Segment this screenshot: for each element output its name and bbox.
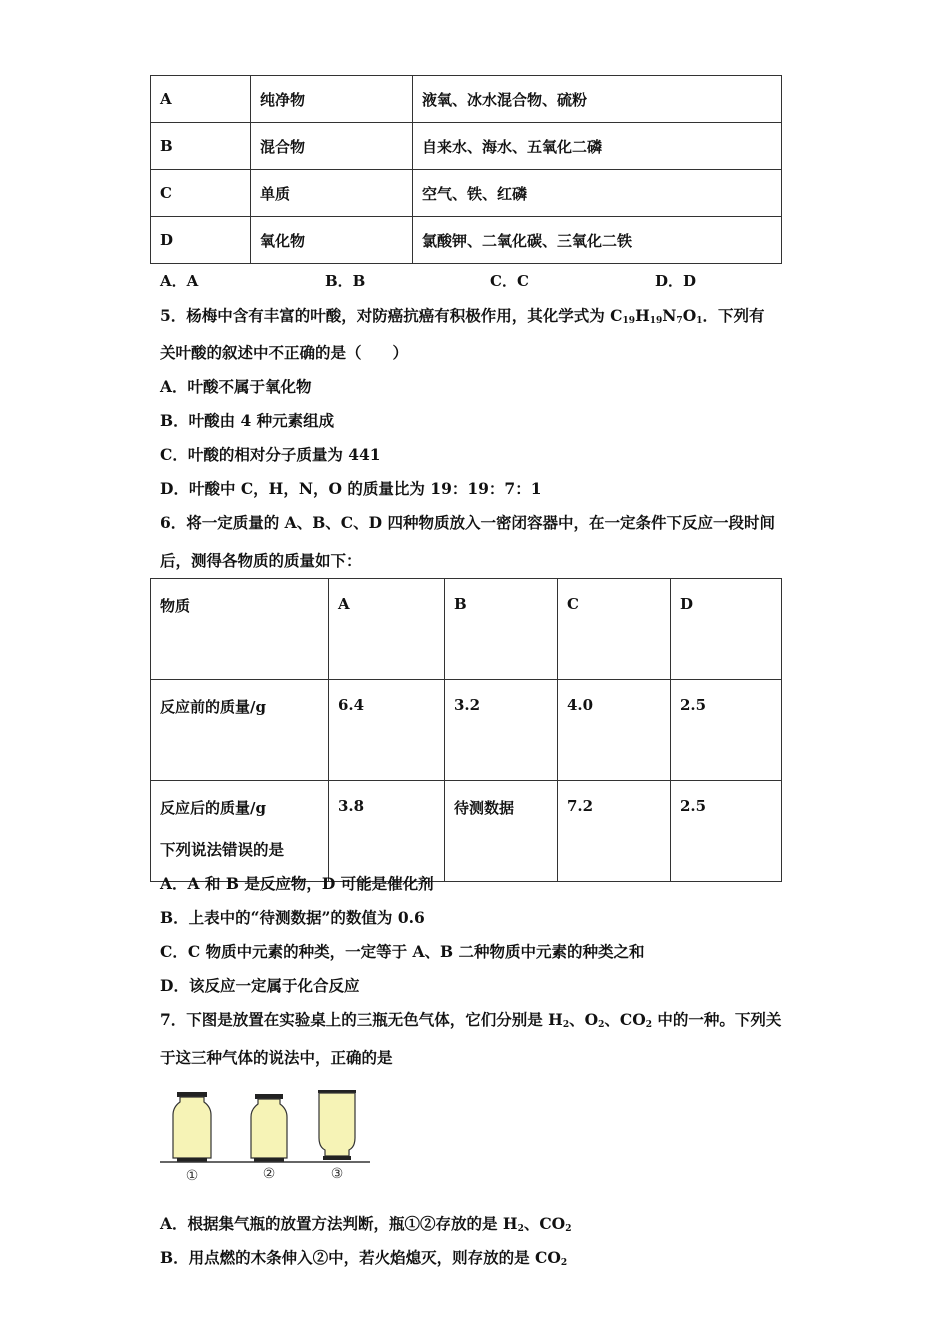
table-cell: 3.2 <box>445 680 558 781</box>
table-row <box>151 781 782 882</box>
q4-option-a[interactable]: A．A <box>160 272 199 290</box>
q5-option-a[interactable]: A．叶酸不属于氧化物 <box>160 377 312 396</box>
table-cell: A <box>151 76 251 123</box>
table-cell: D <box>671 579 782 680</box>
q6-option-b[interactable]: B．上表中的“待测数据”的数值为 0.6 <box>160 908 425 927</box>
table-cell: 待测数据 <box>445 781 558 882</box>
bottle-label-3: ③ <box>330 1166 344 1182</box>
q4-table <box>150 75 782 264</box>
q5-option-b[interactable]: B．叶酸由 4 种元素组成 <box>160 411 335 430</box>
q6-option-c[interactable]: C．C 物质中元素的种类，一定等于 A、B 二种物质中元素的种类之和 <box>160 942 645 961</box>
table-row <box>151 680 782 781</box>
table-cell: 空气、铁、红磷 <box>413 170 782 217</box>
bottle-3 <box>318 1090 356 1160</box>
q6-stem: 6．将一定质量的 A、B、C、D 四种物质放入一密闭容器中，在一定条件下反应一段时间 <box>160 513 775 532</box>
table-cell: C <box>151 170 251 217</box>
q5-option-d[interactable]: D．叶酸中 C，H，N，O 的质量比为 19：19：7：1 <box>160 479 542 498</box>
bottle-1 <box>173 1092 211 1162</box>
table-cell: A <box>329 579 445 680</box>
table-cell: 7.2 <box>558 781 671 882</box>
table-cell: C <box>558 579 671 680</box>
bottle-2 <box>251 1094 287 1162</box>
table-cell: 2.5 <box>671 781 782 882</box>
q4-option-d[interactable]: D．D <box>655 272 697 290</box>
table-row <box>151 123 782 170</box>
table-cell: 2.5 <box>671 680 782 781</box>
table-row <box>151 217 782 264</box>
table-cell: 反应后的质量/g <box>151 781 329 882</box>
q7-stem-line2: 于这三种气体的说法中，正确的是 <box>160 1048 393 1067</box>
table-cell: 混合物 <box>251 123 413 170</box>
table-cell: 反应前的质量/g <box>151 680 329 781</box>
table-row <box>151 579 782 680</box>
table-cell: B <box>151 123 251 170</box>
bottle-label-1: ① <box>185 1168 199 1184</box>
q4-option-b[interactable]: B．B <box>325 272 366 290</box>
q5-stem-line2: 关叶酸的叙述中不正确的是（ ） <box>160 343 409 362</box>
table-cell: D <box>151 217 251 264</box>
q6-stem-line2: 后，测得各物质的质量如下： <box>160 551 362 570</box>
table-cell: 氯酸钾、二氧化碳、三氧化二铁 <box>413 217 782 264</box>
table-cell: 3.8 <box>329 781 445 882</box>
q7-option-b[interactable]: B．用点燃的木条伸入②中，若火焰熄灭，则存放的是 $CO_2$ <box>160 1248 568 1268</box>
q4-option-c[interactable]: C．C <box>490 272 529 290</box>
gas-bottles-figure <box>155 1085 375 1185</box>
q6-question: 下列说法错误的是 <box>160 840 285 859</box>
table-cell: 氧化物 <box>251 217 413 264</box>
table-cell: 单质 <box>251 170 413 217</box>
q6-option-a[interactable]: A．A 和 B 是反应物，D 可能是催化剂 <box>160 874 434 893</box>
q5-option-c[interactable]: C．叶酸的相对分子质量为 441 <box>160 445 381 464</box>
table-cell: B <box>445 579 558 680</box>
table-row <box>151 170 782 217</box>
table-row <box>151 76 782 123</box>
q7-stem: 7．下图是放置在实验桌上的三瓶无色气体，它们分别是 $H_2$、$O_2$、$CO_2$ 中的一种。下列关 <box>160 1010 782 1030</box>
q5-stem: 5．杨梅中含有丰富的叶酸，对防癌抗癌有积极作用，其化学式为 $C_{19}H_{19}N_7O_1$．下列有 <box>160 306 765 326</box>
table-cell: 自来水、海水、五氧化二磷 <box>413 123 782 170</box>
table-cell: 物质 <box>151 579 329 680</box>
table-cell: 6.4 <box>329 680 445 781</box>
q6-table <box>150 578 782 882</box>
bottle-label-2: ② <box>262 1166 276 1182</box>
table-cell: 纯净物 <box>251 76 413 123</box>
q7-option-a[interactable]: A．根据集气瓶的放置方法判断，瓶①②存放的是 $H_2$、$CO_2$ <box>160 1214 572 1234</box>
q6-option-d[interactable]: D．该反应一定属于化合反应 <box>160 976 360 995</box>
table-cell: 4.0 <box>558 680 671 781</box>
table-cell: 液氧、冰水混合物、硫粉 <box>413 76 782 123</box>
